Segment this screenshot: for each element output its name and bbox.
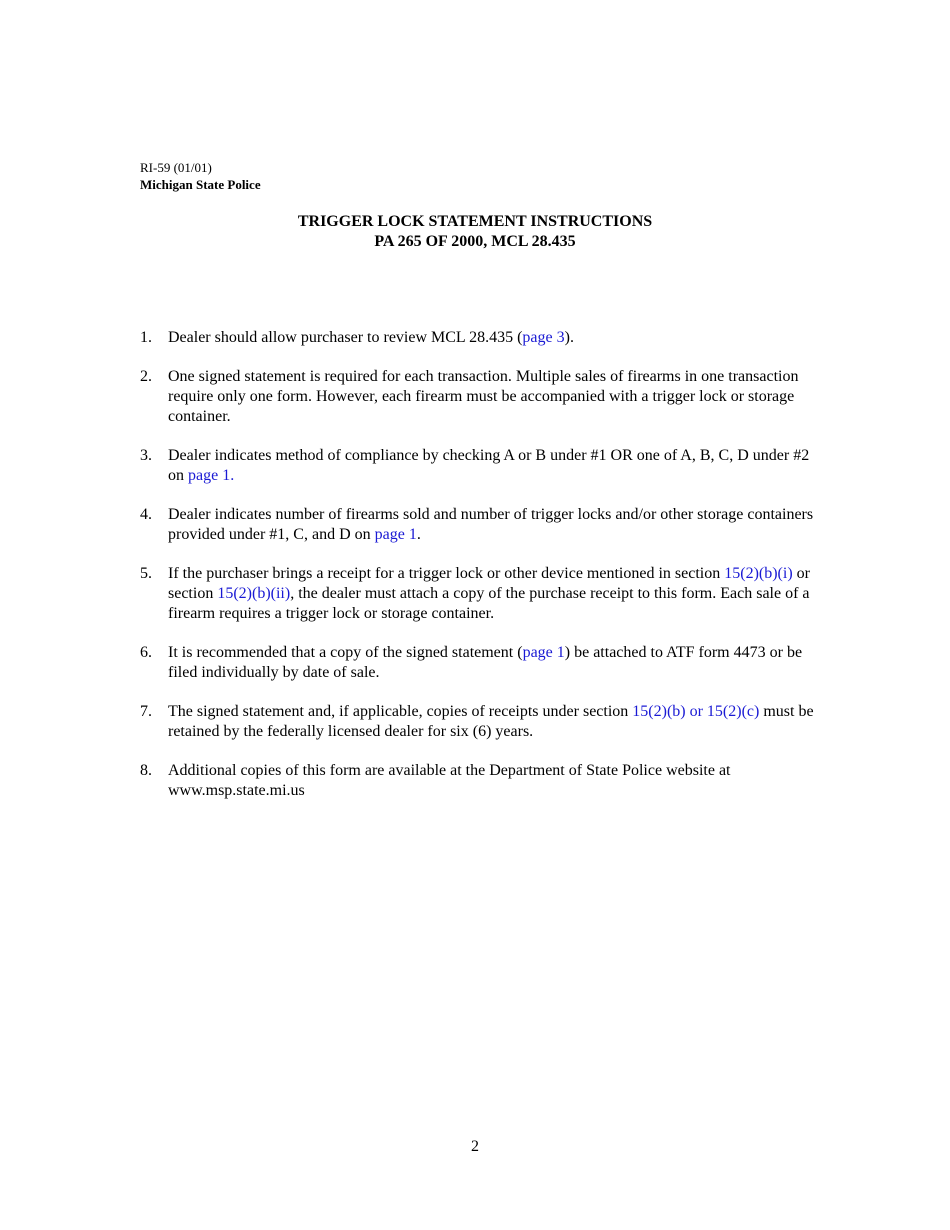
instruction-text-segment: One signed statement is required for each transaction. Multiple sales of firearms in one transaction require only one form. However, each firearm must be accompanied with a trigger lock or storage container. bbox=[168, 368, 799, 425]
instruction-text-segment: If the purchaser brings a receipt for a trigger lock or other device mentioned in section bbox=[168, 565, 725, 582]
page-title bbox=[0, 212, 950, 252]
title-line-2: PA 265 OF 2000, MCL 28.435 bbox=[374, 233, 576, 250]
instruction-text bbox=[168, 702, 820, 742]
instruction-text-segment: Dealer indicates method of compliance by checking A or B under #1 OR one of A, B, C, D under #2 on bbox=[168, 447, 810, 484]
instruction-text bbox=[168, 564, 820, 624]
instruction-text-segment: It is recommended that a copy of the signed statement ( bbox=[168, 644, 523, 661]
instruction-text-segment: ) be attached to ATF form 4473 or be filed individually by date of sale. bbox=[168, 644, 803, 681]
form-id: RI-59 (01/01) bbox=[140, 160, 212, 175]
instructions-list bbox=[140, 328, 820, 820]
agency-name: Michigan State Police bbox=[140, 177, 261, 192]
reference-link[interactable]: 15(2)(b) or 15(2)(c) bbox=[632, 703, 760, 720]
instruction-text bbox=[168, 328, 820, 348]
instruction-item bbox=[140, 702, 820, 742]
reference-link[interactable]: 15(2)(b)(i) bbox=[724, 565, 793, 582]
instruction-text-segment: or section bbox=[168, 565, 810, 602]
instruction-text-segment: ). bbox=[564, 329, 574, 346]
instruction-text bbox=[168, 505, 820, 545]
instruction-text-segment: . bbox=[416, 526, 421, 543]
instruction-text-segment: must be retained by the federally licensed dealer for six (6) years. bbox=[168, 703, 814, 740]
instruction-text bbox=[168, 643, 820, 683]
instruction-text-segment: , the dealer must attach a copy of the purchase receipt to this form. Each sale of a firearm requires a trigger lock or storage container. bbox=[168, 585, 810, 622]
reference-link[interactable]: page 3 bbox=[522, 329, 565, 346]
instruction-number: 5. bbox=[140, 565, 152, 582]
instruction-text-segment: The signed statement and, if applicable, copies of receipts under section bbox=[168, 703, 633, 720]
reference-link[interactable]: page 1. bbox=[188, 467, 235, 484]
instruction-text bbox=[168, 367, 820, 427]
instruction-number: 3. bbox=[140, 447, 152, 464]
instruction-item bbox=[140, 505, 820, 545]
instruction-item bbox=[140, 564, 820, 624]
instruction-text-segment: Dealer should allow purchaser to review MCL 28.435 ( bbox=[168, 329, 523, 346]
instruction-text bbox=[168, 761, 820, 801]
instruction-number: 4. bbox=[140, 506, 152, 523]
title-line-1: TRIGGER LOCK STATEMENT INSTRUCTIONS bbox=[297, 213, 653, 230]
instruction-item bbox=[140, 367, 820, 427]
instruction-number: 1. bbox=[140, 329, 152, 346]
instruction-text bbox=[168, 446, 820, 486]
instruction-item bbox=[140, 446, 820, 486]
instruction-number: 2. bbox=[140, 368, 152, 385]
reference-link[interactable]: 15(2)(b)(ii) bbox=[217, 585, 291, 602]
instruction-item bbox=[140, 761, 820, 801]
instruction-item bbox=[140, 328, 820, 348]
reference-link[interactable]: page 1 bbox=[522, 644, 565, 661]
instruction-number: 7. bbox=[140, 703, 152, 720]
reference-link[interactable]: page 1 bbox=[374, 526, 417, 543]
instruction-number: 6. bbox=[140, 644, 152, 661]
instruction-number: 8. bbox=[140, 762, 152, 779]
page-number: 2 bbox=[471, 1138, 479, 1155]
instruction-text-segment: Dealer indicates number of firearms sold and number of trigger locks and/or other storage containers provided under #1, C, and D on bbox=[168, 506, 814, 543]
instruction-item bbox=[140, 643, 820, 683]
instruction-text-segment: Additional copies of this form are available at the Department of State Police website at www.msp.state.mi.us bbox=[168, 762, 731, 799]
